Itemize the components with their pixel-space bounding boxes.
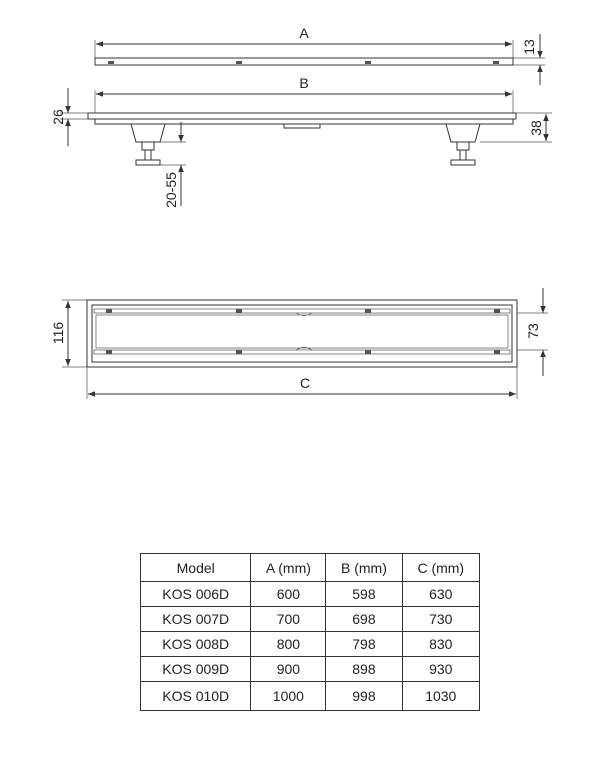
table-header-row <box>141 554 480 582</box>
cell-a: 700 <box>251 607 326 632</box>
grate-slot <box>108 61 114 64</box>
grate-side-view <box>95 25 545 85</box>
table-row <box>141 582 480 607</box>
cell-a: 1000 <box>251 682 326 711</box>
channel-frame <box>88 113 516 119</box>
cell-b: 598 <box>326 582 402 607</box>
right-adjustable-leg <box>446 124 480 165</box>
cell-model: KOS 010D <box>141 682 251 711</box>
cell-c: 930 <box>402 657 479 682</box>
cell-model: KOS 006D <box>141 582 251 607</box>
cell-model: KOS 007D <box>141 607 251 632</box>
header-b: B (mm) <box>326 554 402 582</box>
cell-b: 898 <box>326 657 402 682</box>
grate-slot <box>236 61 242 64</box>
grate-thickness-label: 13 <box>521 39 537 55</box>
table-row <box>141 657 480 682</box>
cell-a: 600 <box>251 582 326 607</box>
cell-b: 698 <box>326 607 402 632</box>
cell-b: 798 <box>326 632 402 657</box>
cell-c: 1030 <box>402 682 479 711</box>
grate-slot <box>365 61 371 64</box>
leg-adjust-label: 20-55 <box>163 172 179 208</box>
channel-plan-view <box>50 288 548 399</box>
dimension-c-label: C <box>299 375 311 391</box>
cell-c: 730 <box>402 607 479 632</box>
left-adjustable-leg <box>131 124 165 165</box>
channel-side-view <box>50 75 552 208</box>
header-c: C (mm) <box>402 554 479 582</box>
cell-model: KOS 009D <box>141 657 251 682</box>
table-row <box>141 632 480 657</box>
grate-slot <box>493 61 499 64</box>
cell-c: 830 <box>402 632 479 657</box>
table-row <box>141 607 480 632</box>
cell-b: 998 <box>326 682 402 711</box>
outlet-stub <box>284 124 320 128</box>
width-outer-label: 116 <box>50 321 66 345</box>
channel-body <box>95 119 513 124</box>
cell-a: 800 <box>251 632 326 657</box>
body-depth-label: 38 <box>528 120 544 136</box>
grate-profile <box>95 58 513 65</box>
dimension-a-label: A <box>299 25 309 41</box>
header-model: Model <box>141 554 251 582</box>
frame-height-label: 26 <box>50 109 66 125</box>
cell-model: KOS 008D <box>141 632 251 657</box>
inner-flange <box>92 305 512 362</box>
cell-c: 630 <box>402 582 479 607</box>
cell-a: 900 <box>251 657 326 682</box>
model-dimensions-table <box>140 553 480 711</box>
dimension-b-label: B <box>299 75 309 91</box>
width-inner-label: 73 <box>525 323 541 339</box>
header-a: A (mm) <box>251 554 326 582</box>
table-row <box>141 682 480 711</box>
